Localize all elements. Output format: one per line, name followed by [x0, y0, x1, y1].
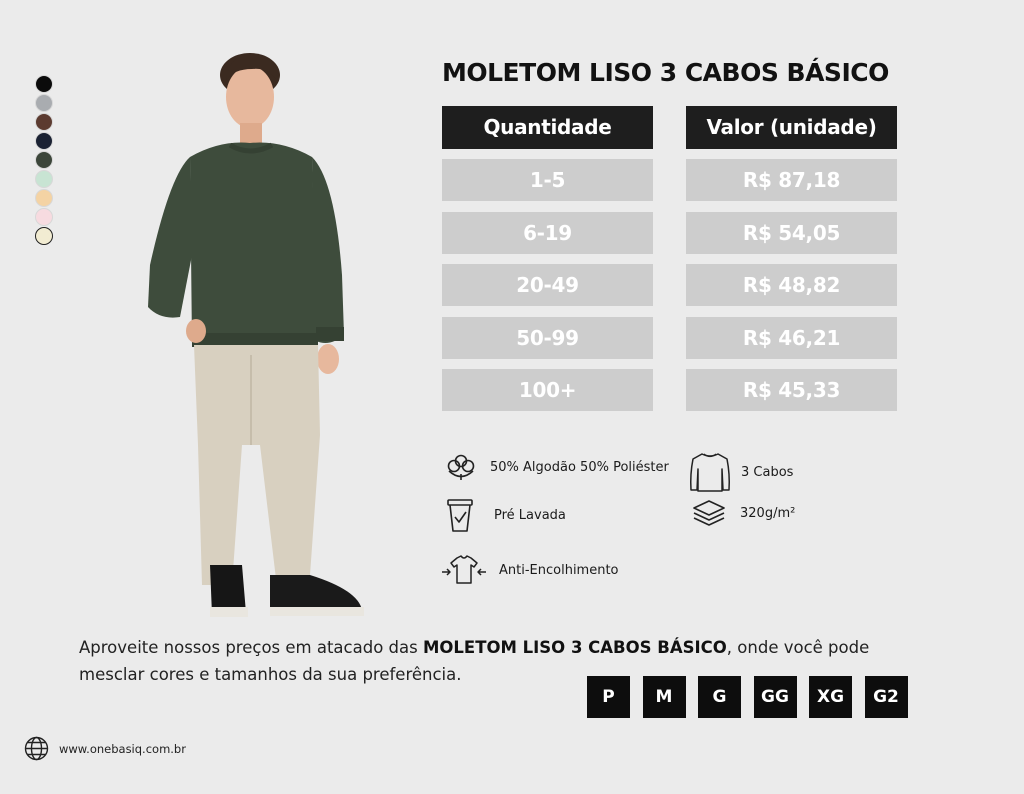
shirt-arrows-icon [441, 554, 487, 586]
promo-text-before: Aproveite nossos preços em atacado das [79, 638, 423, 657]
size-options [587, 676, 920, 718]
feature-label: Pré Lavada [494, 507, 566, 523]
website-link[interactable]: www.onebasiq.com.br [59, 741, 186, 756]
price-cell: R$ 45,33 [686, 369, 897, 411]
footer [24, 736, 186, 761]
color-swatch[interactable] [35, 170, 53, 188]
color-swatches [35, 75, 55, 246]
quantity-column [442, 106, 653, 422]
price-cell: R$ 48,82 [686, 264, 897, 306]
size-option[interactable]: M [643, 676, 686, 718]
globe-icon [24, 736, 49, 761]
price-cell: R$ 54,05 [686, 212, 897, 254]
feature-prewashed [446, 497, 566, 533]
color-swatch[interactable] [35, 75, 53, 93]
quantity-cell: 1-5 [442, 159, 653, 201]
quantity-cell: 100+ [442, 369, 653, 411]
size-option[interactable]: XG [809, 676, 852, 718]
cotton-icon [444, 452, 478, 482]
size-option[interactable]: G2 [865, 676, 908, 718]
color-swatch[interactable] [35, 151, 53, 169]
quantity-header: Quantidade [442, 106, 653, 149]
value-header: Valor (unidade) [686, 106, 897, 149]
feature-label: 50% Algodão 50% Poliéster [490, 459, 669, 475]
color-swatch[interactable] [35, 208, 53, 226]
price-cell: R$ 46,21 [686, 317, 897, 359]
feature-label: Anti-Encolhimento [499, 562, 619, 578]
feature-weight [692, 499, 795, 527]
value-column [686, 106, 897, 422]
quantity-cell: 50-99 [442, 317, 653, 359]
color-swatch[interactable] [35, 94, 53, 112]
feature-anti-shrink [441, 554, 619, 586]
product-title: MOLETOM LISO 3 CABOS BÁSICO [442, 58, 889, 87]
feature-label: 3 Cabos [741, 464, 794, 480]
size-option[interactable]: G [698, 676, 741, 718]
promo-product-name: MOLETOM LISO 3 CABOS BÁSICO [422, 638, 727, 657]
size-option[interactable]: GG [754, 676, 797, 718]
price-cell: R$ 87,18 [686, 159, 897, 201]
sweatshirt-icon [688, 450, 732, 494]
cup-check-icon [446, 497, 474, 533]
layers-icon [692, 499, 726, 527]
model-photo [130, 45, 375, 620]
color-swatch[interactable] [35, 132, 53, 150]
size-option[interactable]: P [587, 676, 630, 718]
color-swatch[interactable] [35, 189, 53, 207]
quantity-cell: 20-49 [442, 264, 653, 306]
feature-label: 320g/m² [740, 505, 796, 521]
color-swatch[interactable] [35, 227, 53, 245]
promo-text-after: , onde você pode mesclar cores e tamanhos da sua preferência. [79, 638, 870, 684]
color-swatch[interactable] [35, 113, 53, 131]
quantity-cell: 6-19 [442, 212, 653, 254]
feature-cabos [688, 450, 793, 494]
feature-composition [444, 452, 669, 482]
